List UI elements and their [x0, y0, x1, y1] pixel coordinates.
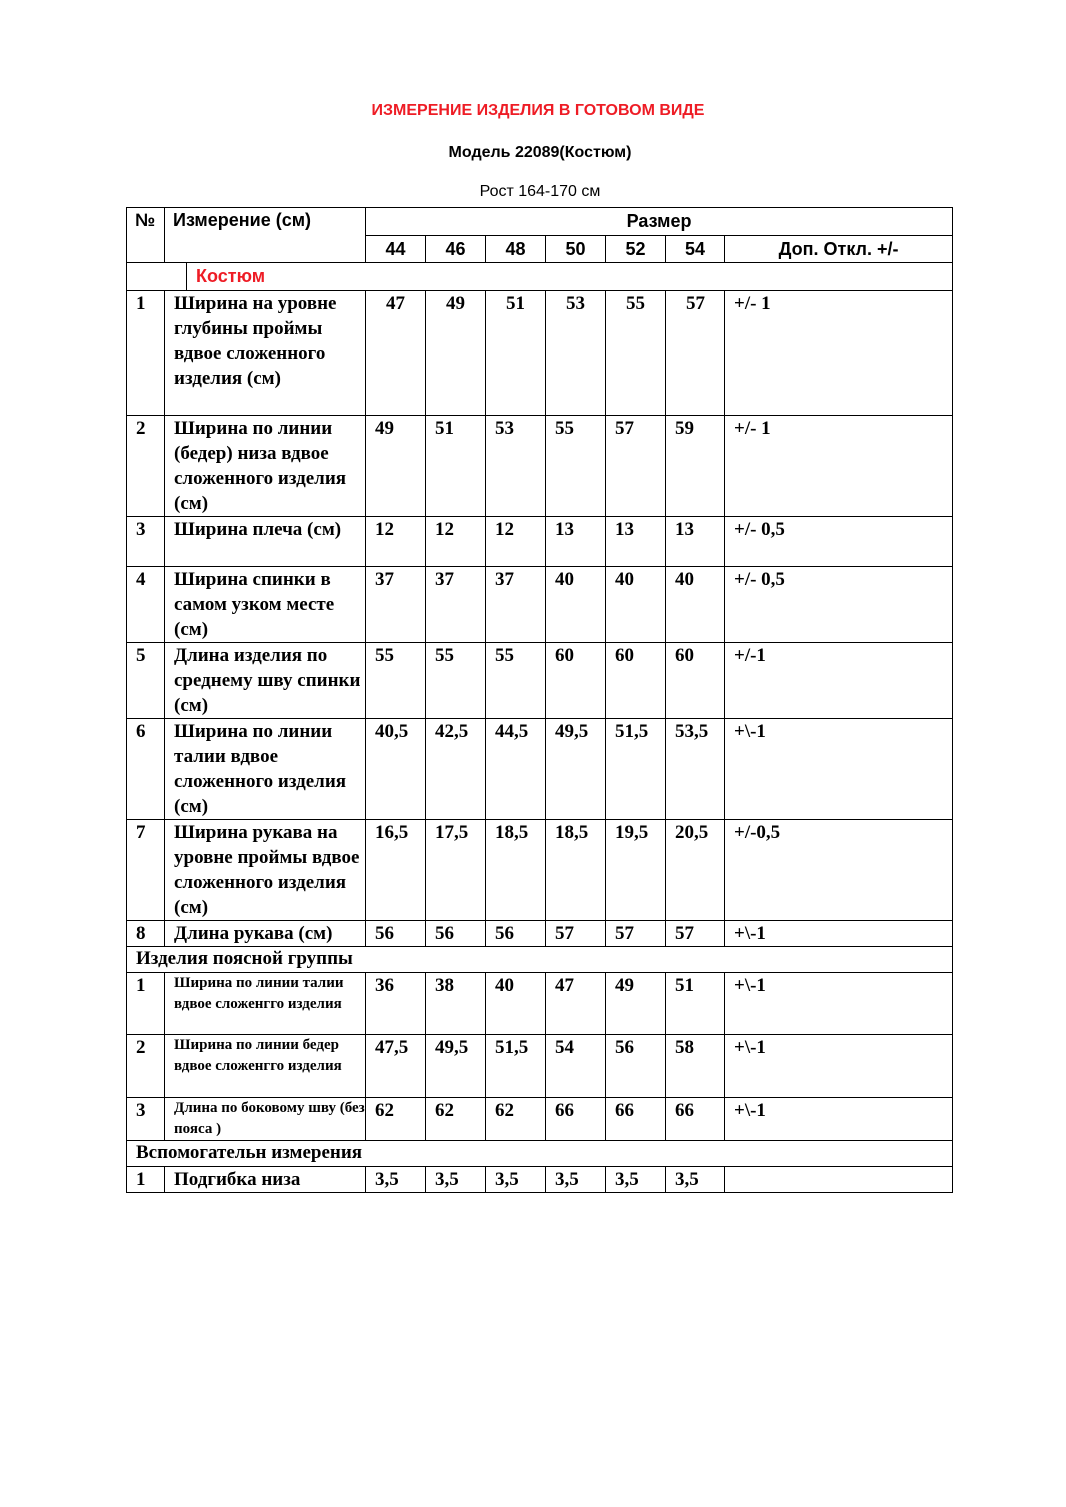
row-value: 57	[546, 921, 606, 947]
row-number: 1	[127, 973, 165, 1035]
row-measure-name: Длина изделия по среднему шву спинки (см)	[165, 643, 366, 719]
row-measure-name: Ширина спинки в самом узком месте (см)	[165, 567, 366, 643]
row-value: 53	[486, 416, 546, 517]
row-value: 3,5	[546, 1167, 606, 1193]
row-value: 60	[666, 643, 725, 719]
row-tolerance: +\-1	[725, 921, 953, 947]
row-value: 49	[366, 416, 426, 517]
header-measure: Измерение (см)	[165, 208, 366, 263]
row-value: 55	[366, 643, 426, 719]
table-row	[127, 973, 953, 1035]
row-value: 53,5	[666, 719, 725, 820]
row-value: 19,5	[606, 820, 666, 921]
row-value: 57	[606, 921, 666, 947]
row-value: 56	[606, 1035, 666, 1098]
section-belt-rows	[127, 973, 953, 1141]
row-value: 62	[426, 1098, 486, 1141]
row-measure-name: Ширина по линии талии вдвое сложенного изделия (см)	[165, 719, 366, 820]
table-row	[127, 567, 953, 643]
row-measure-name: Ширина по линии бедер вдвое сложенгго изделия	[165, 1035, 366, 1098]
row-measure-name: Длина по боковому шву (без пояса )	[165, 1098, 366, 1141]
row-value: 55	[486, 643, 546, 719]
table-row	[127, 921, 953, 947]
row-tolerance: +\-1	[725, 1035, 953, 1098]
row-value: 12	[366, 517, 426, 567]
row-value: 57	[666, 291, 725, 416]
row-number: 4	[127, 567, 165, 643]
row-measure-name: Ширина плеча (см)	[165, 517, 366, 567]
row-value: 57	[606, 416, 666, 517]
table-row	[127, 719, 953, 820]
row-measure-name: Ширина по линии талии вдвое сложенгго изделия	[165, 973, 366, 1035]
row-value: 40	[666, 567, 725, 643]
row-value: 55	[426, 643, 486, 719]
row-value: 51,5	[606, 719, 666, 820]
table-row	[127, 1098, 953, 1141]
row-value: 49,5	[546, 719, 606, 820]
row-value: 66	[666, 1098, 725, 1141]
row-value: 3,5	[366, 1167, 426, 1193]
row-number: 2	[127, 1035, 165, 1098]
row-value: 51	[426, 416, 486, 517]
row-number: 3	[127, 1098, 165, 1141]
row-value: 37	[426, 567, 486, 643]
row-value: 40	[606, 567, 666, 643]
row-value: 51	[666, 973, 725, 1035]
header-tolerance: Доп. Откл. +/-	[725, 236, 953, 263]
table-row	[127, 517, 953, 567]
row-tolerance	[725, 1167, 953, 1193]
row-measure-name: Подгибка низа	[165, 1167, 366, 1193]
section-title	[127, 263, 953, 291]
row-value: 47	[366, 291, 426, 416]
row-value: 53	[546, 291, 606, 416]
row-value: 47,5	[366, 1035, 426, 1098]
row-value: 20,5	[666, 820, 725, 921]
size-44: 44	[366, 236, 426, 263]
size-50: 50	[546, 236, 606, 263]
row-value: 66	[606, 1098, 666, 1141]
row-value: 49,5	[426, 1035, 486, 1098]
table-row	[127, 820, 953, 921]
page-title: ИЗМЕРЕНИЕ ИЗДЕЛИЯ В ГОТОВОМ ВИДЕ	[371, 102, 705, 119]
row-value: 60	[606, 643, 666, 719]
row-value: 51,5	[486, 1035, 546, 1098]
row-value: 49	[426, 291, 486, 416]
row-number: 8	[127, 921, 165, 947]
header-no: №	[127, 208, 165, 263]
measurement-table	[126, 207, 953, 1193]
row-measure-name: Ширина рукава на уровне проймы вдвое сложенного изделия (см)	[165, 820, 366, 921]
row-number: 2	[127, 416, 165, 517]
row-value: 18,5	[486, 820, 546, 921]
row-tolerance: +/- 1	[725, 416, 953, 517]
row-value: 58	[666, 1035, 725, 1098]
row-value: 12	[426, 517, 486, 567]
row-value: 62	[366, 1098, 426, 1141]
table-row	[127, 1167, 953, 1193]
row-value: 38	[426, 973, 486, 1035]
row-value: 3,5	[486, 1167, 546, 1193]
row-tolerance: +\-1	[725, 1098, 953, 1141]
row-number: 3	[127, 517, 165, 567]
row-value: 36	[366, 973, 426, 1035]
section-aux-rows	[127, 1167, 953, 1193]
row-value: 16,5	[366, 820, 426, 921]
row-value: 12	[486, 517, 546, 567]
row-number: 5	[127, 643, 165, 719]
row-number: 1	[127, 1167, 165, 1193]
row-value: 3,5	[666, 1167, 725, 1193]
section-kostyum: Костюм	[196, 266, 266, 286]
row-value: 40	[546, 567, 606, 643]
row-value: 55	[606, 291, 666, 416]
row-tolerance: +/- 1	[725, 291, 953, 416]
row-value: 60	[546, 643, 606, 719]
row-tolerance: +/-1	[725, 643, 953, 719]
row-value: 56	[426, 921, 486, 947]
section-belt	[127, 947, 953, 973]
row-value: 13	[606, 517, 666, 567]
row-value: 13	[546, 517, 606, 567]
row-value: 42,5	[426, 719, 486, 820]
row-value: 47	[546, 973, 606, 1035]
row-value: 37	[366, 567, 426, 643]
row-value: 54	[546, 1035, 606, 1098]
row-tolerance: +/-0,5	[725, 820, 953, 921]
size-48: 48	[486, 236, 546, 263]
row-value: 59	[666, 416, 725, 517]
row-value: 40	[486, 973, 546, 1035]
table-row	[127, 1035, 953, 1098]
row-number: 7	[127, 820, 165, 921]
row-measure-name: Ширина по линии (бедер) низа вдвое сложенного изделия (см)	[165, 416, 366, 517]
size-54: 54	[666, 236, 725, 263]
row-number: 6	[127, 719, 165, 820]
section-aux	[127, 1141, 953, 1167]
row-value: 40,5	[366, 719, 426, 820]
section-belt-title: Изделия поясной группы	[127, 947, 953, 973]
section-aux-title: Вспомогательн измерения	[127, 1141, 953, 1167]
row-value: 3,5	[426, 1167, 486, 1193]
row-tolerance: +/- 0,5	[725, 567, 953, 643]
row-number: 1	[127, 291, 165, 416]
row-value: 13	[666, 517, 725, 567]
table-row	[127, 643, 953, 719]
row-tolerance: +\-1	[725, 973, 953, 1035]
row-tolerance: +/- 0,5	[725, 517, 953, 567]
row-value: 57	[666, 921, 725, 947]
row-value: 37	[486, 567, 546, 643]
row-value: 56	[366, 921, 426, 947]
header-size: Размер	[366, 208, 953, 236]
row-value: 66	[546, 1098, 606, 1141]
section-kostyum-rows	[127, 291, 953, 947]
row-measure-name: Длина рукава (см)	[165, 921, 366, 947]
row-value: 55	[546, 416, 606, 517]
height-label: Рост 164-170 см	[479, 183, 601, 200]
table-row	[127, 416, 953, 517]
row-value: 44,5	[486, 719, 546, 820]
row-measure-name: Ширина на уровне глубины проймы вдвое сложенного изделия (см)	[165, 291, 366, 416]
size-52: 52	[606, 236, 666, 263]
table-row	[127, 291, 953, 416]
row-value: 18,5	[546, 820, 606, 921]
model-label: Модель 22089(Костюм)	[448, 144, 632, 161]
row-value: 17,5	[426, 820, 486, 921]
row-value: 49	[606, 973, 666, 1035]
row-value: 3,5	[606, 1167, 666, 1193]
row-value: 56	[486, 921, 546, 947]
row-value: 62	[486, 1098, 546, 1141]
row-tolerance: +\-1	[725, 719, 953, 820]
row-value: 51	[486, 291, 546, 416]
size-46: 46	[426, 236, 486, 263]
